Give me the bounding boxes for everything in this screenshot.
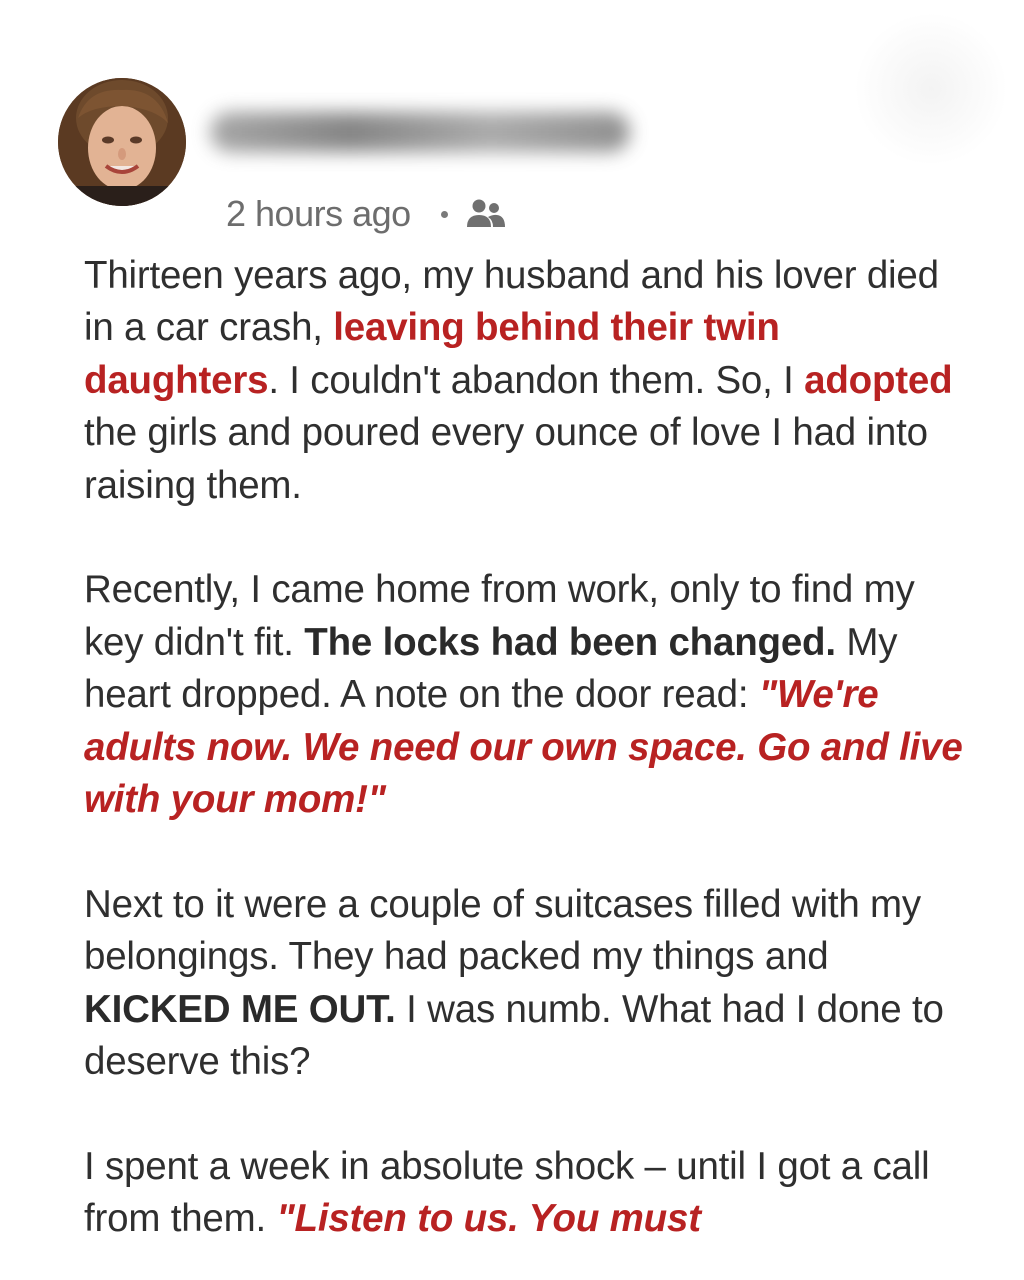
- text: Next to it were a couple of suitcases filled with my belongings. They had packed my things and: [84, 882, 921, 979]
- bold-text: KICKED ME OUT.: [84, 987, 396, 1031]
- quote-text: "Listen to us. You must: [276, 1197, 701, 1241]
- author-name-blurred[interactable]: [210, 112, 630, 152]
- story-paragraph-1: [84, 250, 964, 512]
- text: Thirteen years ago, my husband and his lover died in a car crash,: [84, 254, 939, 350]
- post-timestamp[interactable]: 2 hours ago: [226, 193, 411, 234]
- watermark: [856, 14, 1006, 164]
- text: I spent a week in absolute shock – until I got a call from them.: [84, 1144, 930, 1241]
- story-paragraph-4: [84, 1141, 964, 1246]
- text: Recently, I came home from work, only to find my key didn't fit.: [84, 568, 915, 664]
- post-body: [84, 250, 964, 1280]
- text: . I couldn't abandon them. So, I: [268, 358, 805, 402]
- text: My heart dropped. A note on the door read:: [84, 620, 898, 717]
- post-meta: [226, 192, 508, 236]
- text: the girls and poured every ounce of love I had into raising them.: [84, 411, 928, 507]
- bold-text: The locks had been changed.: [304, 620, 836, 664]
- avatar[interactable]: [58, 78, 186, 206]
- avatar-portrait: [58, 78, 186, 206]
- separator-dot: [441, 211, 448, 218]
- story-paragraph-2: [84, 564, 964, 826]
- story-paragraph-3: [84, 879, 964, 1089]
- text: I was numb. What had I done to deserve this?: [84, 987, 944, 1084]
- highlight-text: adopted: [804, 358, 953, 402]
- quote-text: "We're adults now. We need our own space. Go and live with your mom!": [84, 673, 963, 822]
- highlight-text: leaving behind their twin daughters: [84, 306, 780, 402]
- friends-icon[interactable]: [464, 196, 508, 232]
